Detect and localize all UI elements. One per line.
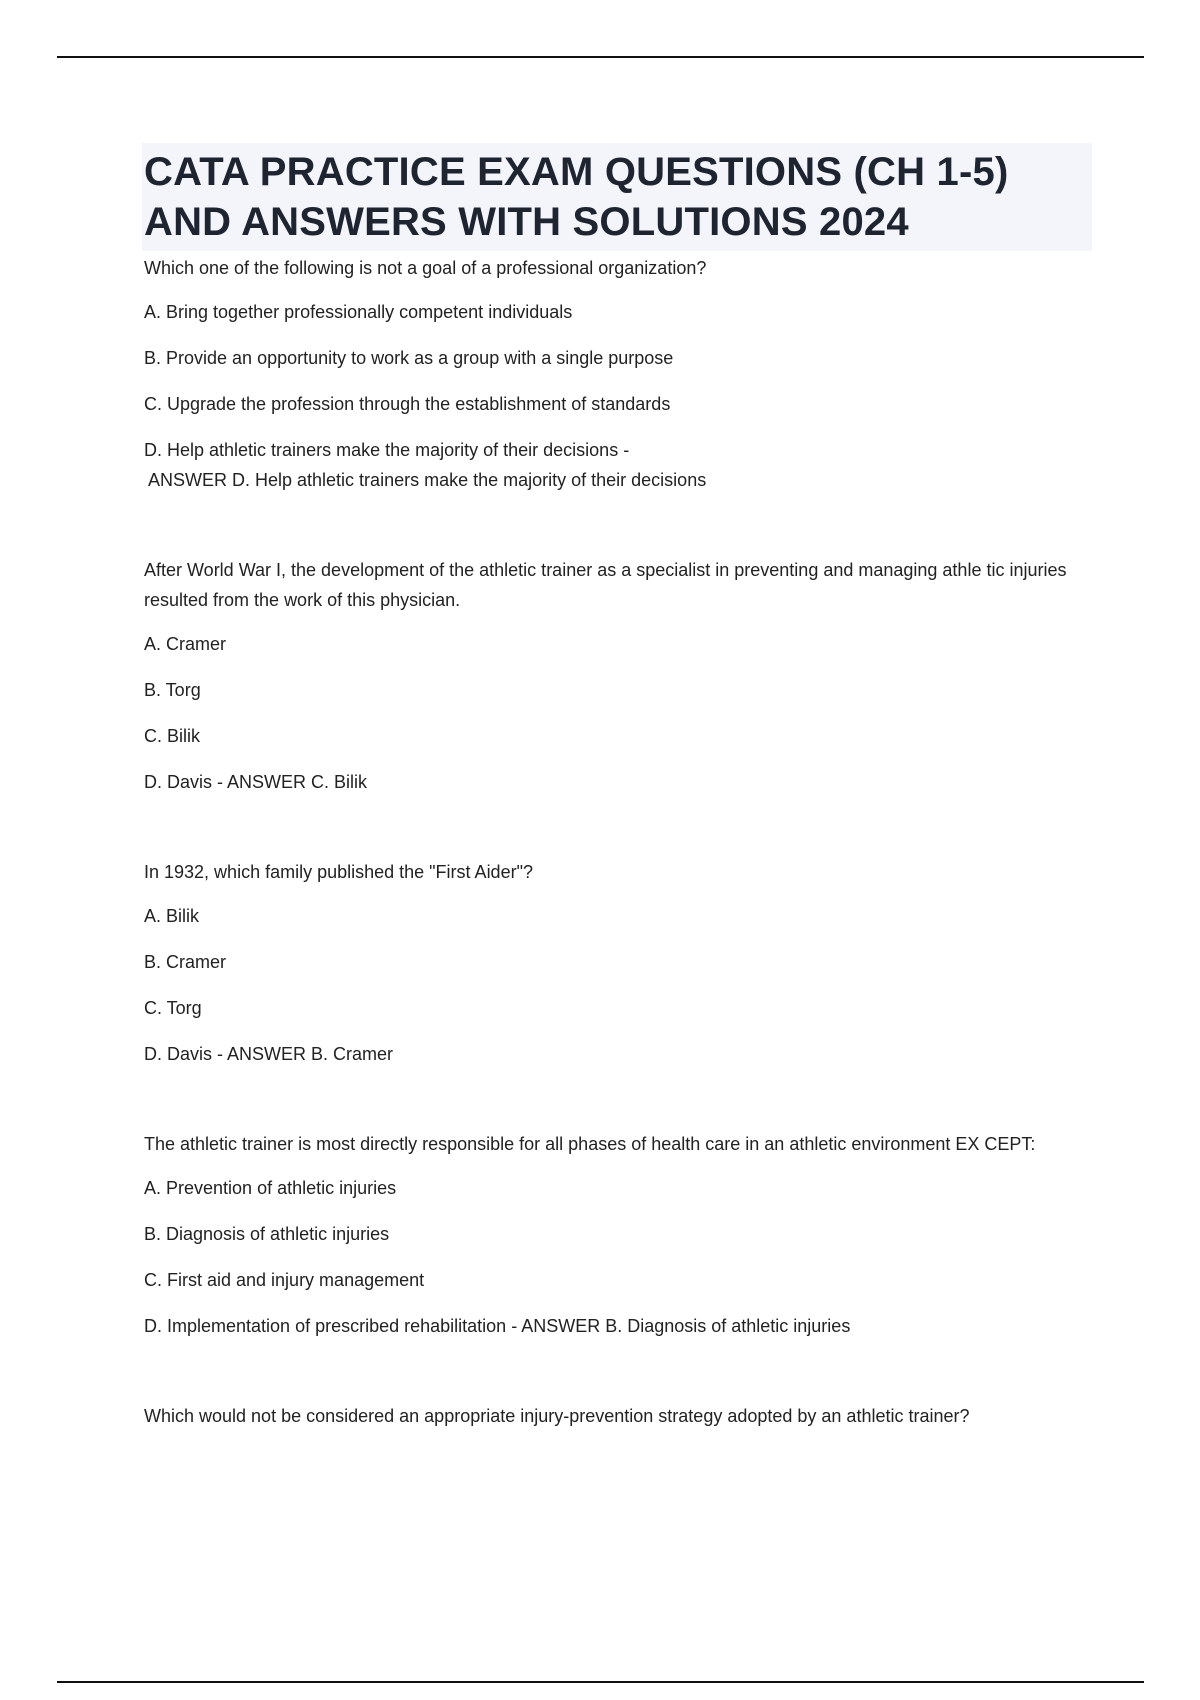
- spacer: [144, 1069, 1090, 1129]
- question-text: After World War I, the development of the athletic trainer as a specialist in preventing and managing athle tic injuries resulted from the work of this physician.: [144, 560, 1067, 610]
- option-b: B. Provide an opportunity to work as a group with a single purpose: [144, 348, 674, 368]
- option-a: A. Bilik: [144, 906, 200, 926]
- option-c: C. Upgrade the profession through the establishment of standards: [144, 394, 671, 414]
- option-b: B. Cramer: [144, 952, 227, 972]
- option-a: A. Prevention of athletic injuries: [144, 1178, 397, 1198]
- question-1: [144, 253, 1090, 495]
- question-5: [144, 1401, 1090, 1431]
- spacer: [144, 1341, 1090, 1401]
- option-d-with-answer: D. Davis - ANSWER B. Cramer: [144, 1044, 394, 1064]
- question-3: [144, 857, 1090, 1069]
- option-d: D. Help athletic trainers make the majority of their decisions -: [144, 440, 630, 460]
- spacer: [144, 495, 1090, 555]
- question-text: In 1932, which family published the "First Aider"?: [144, 862, 533, 882]
- option-a: A. Bring together professionally competent individuals: [144, 302, 573, 322]
- spacer: [144, 797, 1090, 857]
- question-text: The athletic trainer is most directly responsible for all phases of health care in an athletic environment EX CEPT:: [144, 1134, 1036, 1154]
- top-divider: [57, 56, 1144, 58]
- question-text: Which one of the following is not a goal of a professional organization?: [144, 258, 707, 278]
- title-banner: [142, 143, 1092, 251]
- answer-text: ANSWER D. Help athletic trainers make the majority of their decisions: [148, 470, 707, 490]
- question-text: Which would not be considered an appropriate injury-prevention strategy adopted by an athletic trainer?: [144, 1406, 970, 1426]
- option-d-with-answer: D. Implementation of prescribed rehabilitation - ANSWER B. Diagnosis of athletic injuries: [144, 1316, 851, 1336]
- question-4: [144, 1129, 1090, 1341]
- bottom-divider: [57, 1681, 1144, 1683]
- document-title: CATA PRACTICE EXAM QUESTIONS (CH 1-5) AND ANSWERS WITH SOLUTIONS 2024: [144, 150, 1009, 244]
- option-c: C. Bilik: [144, 726, 201, 746]
- option-a: A. Cramer: [144, 634, 227, 654]
- option-d-with-answer: D. Davis - ANSWER C. Bilik: [144, 772, 368, 792]
- option-b: B. Torg: [144, 680, 201, 700]
- option-c: C. Torg: [144, 998, 202, 1018]
- option-b: B. Diagnosis of athletic injuries: [144, 1224, 390, 1244]
- document-body: [144, 143, 1090, 1445]
- question-2: [144, 555, 1090, 797]
- option-c: C. First aid and injury management: [144, 1270, 425, 1290]
